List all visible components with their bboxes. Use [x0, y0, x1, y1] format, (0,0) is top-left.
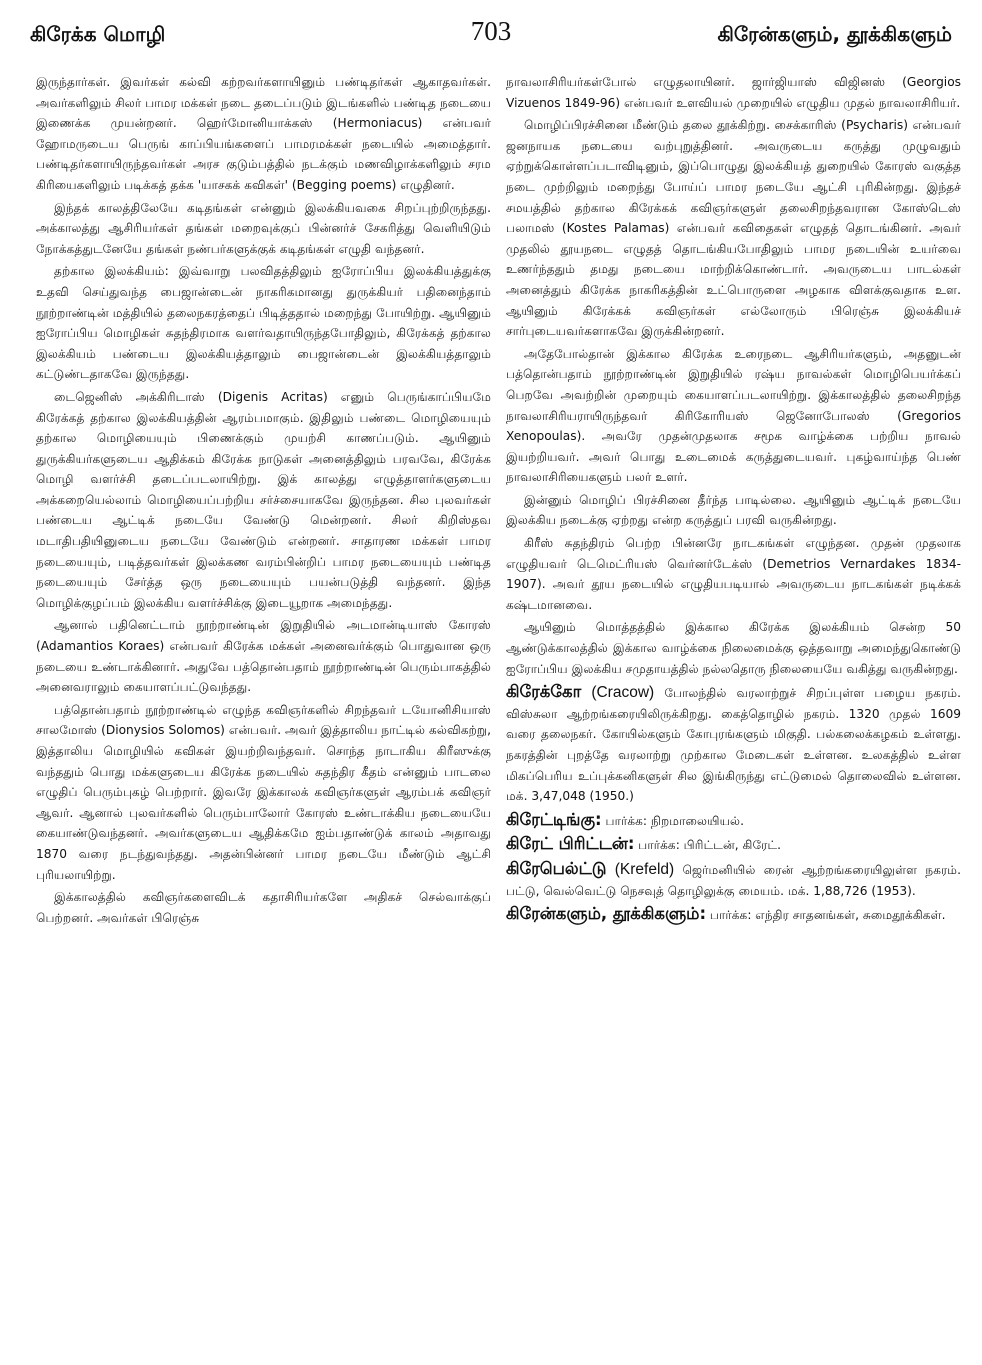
- right-column: [506, 72, 961, 1357]
- entry-headword: கிரேன்களும், தூக்கிகளும்:: [506, 904, 707, 924]
- entry-text: பார்க்க: நிறமாலையியல்.: [601, 813, 745, 828]
- entry-latin-name: (Krefeld): [614, 860, 675, 878]
- entry-headword: கிரேபெல்ட்டு: [506, 858, 607, 878]
- entry-text: பார்க்க: எந்திர சாதனங்கள், சுமைதூக்கிகள்.: [706, 908, 946, 923]
- entry-latin-name: (Cracow): [591, 684, 655, 702]
- entry-grating: [506, 810, 961, 832]
- paragraph: பத்தொன்பதாம் நூற்றாண்டில் எழுந்த கவிஞர்களில் சிறந்தவர் டயோனிசியாஸ் சாலமோஸ் (Dionysios Solomos) என்பவர். அவர் இத்தாலிய நாட்டில் கல்விகற்று, இத்தாலிய மொழியில் கவிகள் இயற்றிவந்தவர். சொந்த நாடாகிய கிரீஸுக்கு வந்ததும் பொது மக்களுடைய கிரேக்க நடையில் சுதந்திர கீதம் என்னும் பாடலை எழுதிப் பெரும்புகழ் பெற்றார். இவரே இக்காலக் கவிஞர்களுள் ஆரம்பக் கவிஞர் ஆவர். ஆனால் புலவர்களில் பெரும்பாலோர் கோரஸ் உண்டாக்கிய நடையையே கையாண்டுவந்தனர். அவர்களுடைய ஆதிக்கமே ஐம்பதாண்டுக் காலம் அதாவது 1870 வரை நடந்துவந்தது. அதன்பின்னர் பாமர நடையே மீண்டும் ஆட்சி புரியலாயிற்று.: [36, 702, 491, 882]
- paragraph: இக்காலத்தில் கவிஞர்களைவிடக் கதாசிரியர்களே அதிகச் செல்வாக்குப் பெற்றனர். அவர்கள் பிரெஞ்சு: [36, 890, 491, 925]
- running-head-left: கிரேக்க மொழி: [30, 22, 166, 46]
- paragraph: கிரீஸ் சுதந்திரம் பெற்ற பின்னரே நாடகங்கள் எழுந்தன. முதன் முதலாக எழுதியவர் டெமெட்ரியஸ் வெர்னர்டேக்ஸ் (Demetrios Vernardakes 1834-1907). அவர் தூய நடையில் எழுதியபடியால் அவருடைய நாடகங்கள் நடிக்கக் கஷ்டமானவை.: [506, 536, 961, 612]
- entry-krefeld: [506, 859, 961, 901]
- entry-cranes: [506, 904, 961, 926]
- paragraph: இந்தக் காலத்திலேயே கடிதங்கள் என்னும் இலக்கியவகை சிறப்புற்றிருந்தது. அக்காலத்து ஆசிரியர்கள் தங்கள் மறைவுக்குப் பின்னர்ச் சேகரித்து வெளியிடும் நோக்கத்துடனேயே தங்கள் நண்பர்களுக்குக் கடிதங்கள் எழுதி வந்தனர்.: [36, 200, 491, 256]
- paragraph: ஆயினும் மொத்தத்தில் இக்கால கிரேக்க இலக்கியம் சென்ற 50 ஆண்டுக்காலத்தில் இக்கால வாழ்க்கை நிலைமைக்கு ஒத்தவாறு அமைந்துகொண்டு ஐரோப்பிய இலக்கிய சமுதாயத்தில் நல்லதொரு நிலையையே வகித்து வருகின்றது.: [506, 620, 961, 676]
- paragraph: இன்னும் மொழிப் பிரச்சினை தீர்ந்த பாடில்லை. ஆயினும் ஆட்டிக் நடையே இலக்கிய நடைக்கு ஏற்றது என்ற கருத்துப் பரவி வருகின்றது.: [506, 492, 961, 528]
- paragraph: ஆனால் பதினெட்டாம் நூற்றாண்டின் இறுதியில் அடமான்டியாஸ் கோரஸ் (Adamantios Koraes) என்பவர் கிரேக்க மக்கள் அனைவர்க்கும் பொதுவான ஒரு நடையை உண்டாக்கினார். அதுவே பத்தொன்பதாம் நூற்றாண்டின் பெரும்பாகத்தில் அனைவராலும் கையாளப்பட்டுவந்தது.: [36, 618, 491, 695]
- paragraph: டைஜெனிஸ் அக்கிரிடாஸ் (Digenis Acritas) எனும் பெருங்காப்பியமே கிரேக்கத் தற்கால இலக்கியத்தின் ஆரம்பமாகும். இதிலும் பண்டை மொழியையும் தற்கால மொழியையும் பிணைக்கும் முயற்சி காணப்படும். ஆயினும் துருக்கியர்களுடைய ஆதிக்கம் கிரேக்க நாடுகள் அனைத்திலும் பரவவே, கிரேக்க மொழி வளர்ச்சி தடைப்படலாயிற்று. இக் காலத்து எழுத்தாளர்களுடைய அக்கறையெல்லாம் மொழியைப்பற்றிய சர்ச்சையாகவே இருந்தன. சில புலவர்கள் பண்டைய ஆட்டிக் நடையே வேண்டு மென்றனர். சிலர் கிறிஸ்தவ மடாதிபதியினுடைய நடையே வேண்டும் என்றனர். சாதாரண மக்கள் பாமர நடையையும், படித்தவர்கள் இலக்கண வரம்பின்றிப் பாமர நடையையும் பண்டித நடையையும் சேர்த்த ஒரு நடையையும் பயன்படுத்தி வந்தனர். இந்த மொழிக்குழப்பம் இலக்கிய வளர்ச்சிக்கு இடையூறாக அமைந்தது.: [36, 389, 491, 610]
- paragraph: இருந்தார்கள். இவர்கள் கல்வி கற்றவர்களாயினும் பண்டிதர்கள் ஆகாதவர்கள். அவர்களிலும் சிலர் பாமர மக்கள் நடை தடைப்படும் இடங்களில் பண்டித நடையை இணைக்க முயன்றனர். ஹெர்மோனியாக்கஸ் (Hermoniacus) என்பவர் ஹோமருடைய பெருங் காப்பியங்களைப் பாமரமக்கள் நடையில் அமைத்தார். பண்டிதர்களாயிருந்தவர்கள் அரச குடும்பத்தில் நடக்கும் மணவிழாக்களிலும் சரம கிரியைகளிலும் படிக்கத் தக்க 'யாசகக் கவிகள்' (Begging poems) எழுதினர்.: [36, 75, 491, 192]
- entry-headword: கிரேட்டிங்கு:: [506, 809, 602, 829]
- page-number: 703: [470, 16, 512, 46]
- entry-headword: கிரேக்கோ: [506, 682, 582, 702]
- paragraph: மொழிப்பிரச்சினை மீண்டும் தலை தூக்கிற்று. சைக்காரிஸ் (Psycharis) என்பவர் ஜனநாயக நடையை வற்புறுத்தினர். அவருடைய கருத்து முழுவதும் ஏற்றுக்கொள்ளப்படாவிடினும், இப்பொழுது இலக்கியத் துறையில் கோரஸ் வகுத்த நடை முற்றிலும் மறைந்து போய்ப் பாமர நடையே ஆட்சி புரிகின்றது. இந்தச் சமயத்தில் தற்கால கிரேக்கக் கவிஞர்களுள் தலைசிறந்தவரான கோஸ்டெஸ் பலாமஸ் (Kostes Palamas) என்பவர் கவிதைகள் எழுதத் தொடங்கினர். அவர் முதலில் தூயநடை எழுதத் தொடங்கியபோதிலும் பாமர நடையின் உயர்வை உணர்ந்ததும் தமது நடையை மாற்றிக்கொண்டார். அவருடைய பாடல்கள் அனைத்தும் கிரேக்க நாகரிகத்தின் உட்பொருளை அழகாக விளக்குவதாக உள. ஆயினும் கிரேக்கக் கவிஞர்கள் எல்லோரும் பிரெஞ்சு இலக்கியச் சார்புடையவர்களாகவே இருக்கின்றனர்.: [506, 118, 961, 339]
- entry-text: ஜெர்மனியில் ரைன் ஆற்றங்கரையிலுள்ள நகரம். பட்டு, வெல்வெட்டு நெசவுத் தொழிலுக்கு மையம். மக். 1,88,726 (1953).: [506, 862, 961, 898]
- running-head-right: கிரேன்களும், தூக்கிகளும்: [717, 22, 952, 46]
- entry-cracow: [506, 682, 961, 807]
- entry-text: போலந்தில் வரலாற்றுச் சிறப்புள்ள பழைய நகரம். விஸ்சுலா ஆற்றங்கரையிலிருக்கிறது. கைத்தொழில் நகரம். 1320 முதல் 1609 வரை தலைநகர். கோயில்களும் கோபுரங்களும் மிகுதி. பல்கலைக்கழகம் உள்ளது. நகரத்தின் புறத்தே வரலாற்று முற்கால மேடைகள் உள்ளன. உலகத்தில் உள்ள மிகப்பெரிய உப்புக்கனிகளுள் சில இங்கிருந்து எட்டுமைல் தொலைவில் உள்ளன. மக். 3,47,048 (1950.): [506, 686, 961, 804]
- paragraph: அதேபோல்தான் இக்கால கிரேக்க உரைநடை ஆசிரியர்களும், அதனுடன் பத்தொன்பதாம் நூற்றாண்டின் இறுதியில் ரஷ்ய நாவல்கள் மொழிபெயர்க்கப் பெறவே அவற்றின் முறையும் கையாளப்படலாயிற்று. இக்காலத்தில் தலைசிறந்த நாவலாசிரியராயிருந்தவர் கிரிகோரியஸ் ஜெனோபோலஸ் (Gregorios Xenopoulas). அவரே முதன்முதலாக சமூக வாழ்க்கை பற்றிய நாவல் இயற்றியவர். அவர் பொது உடைமைக் கருத்துடையவர். புகழ்வாய்ந்த பெண் நாவலாசிரியைகளும் பலர் உளர்.: [506, 346, 961, 485]
- left-column: [36, 72, 491, 1357]
- entry-headword: கிரேட் பிரிட்டன்:: [506, 834, 635, 854]
- entry-great-britain: [506, 834, 961, 856]
- page-header: [30, 16, 952, 56]
- paragraph: நாவலாசிரியர்கள்போல் எழுதலாயினர். ஜார்ஜியாஸ் விஜினஸ் (Georgios Vizuenos 1849-96) என்பவர் உளவியல் முறையில் எழுதிய முதல் நாவலாசிரியர்.: [506, 75, 961, 110]
- paragraph: தற்கால இலக்கியம்: இவ்வாறு பலவிதத்திலும் ஐரோப்பிய இலக்கியத்துக்கு உதவி செய்துவந்த பைஜான்டைன் நாகரிகமானது துருக்கியர் பதினைந்தாம் நூற்றாண்டின் மத்தியில் தலைநகரத்தைப் பிடித்ததால் மறைந்து போயிற்று. ஆயினும் ஐரோப்பிய மொழிகள் சுதந்திரமாக வளர்வதாயிருந்தபோதிலும், கிரேக்கத் தற்கால இலக்கியம் பண்டைய இலக்கியத்தாலும் பைஜான்டைன் இலக்கியத்தாலும் கட்டுண்டதாகவே இருந்தது.: [36, 264, 491, 382]
- entry-text: பார்க்க: பிரிட்டன், கிரேட்.: [634, 838, 782, 853]
